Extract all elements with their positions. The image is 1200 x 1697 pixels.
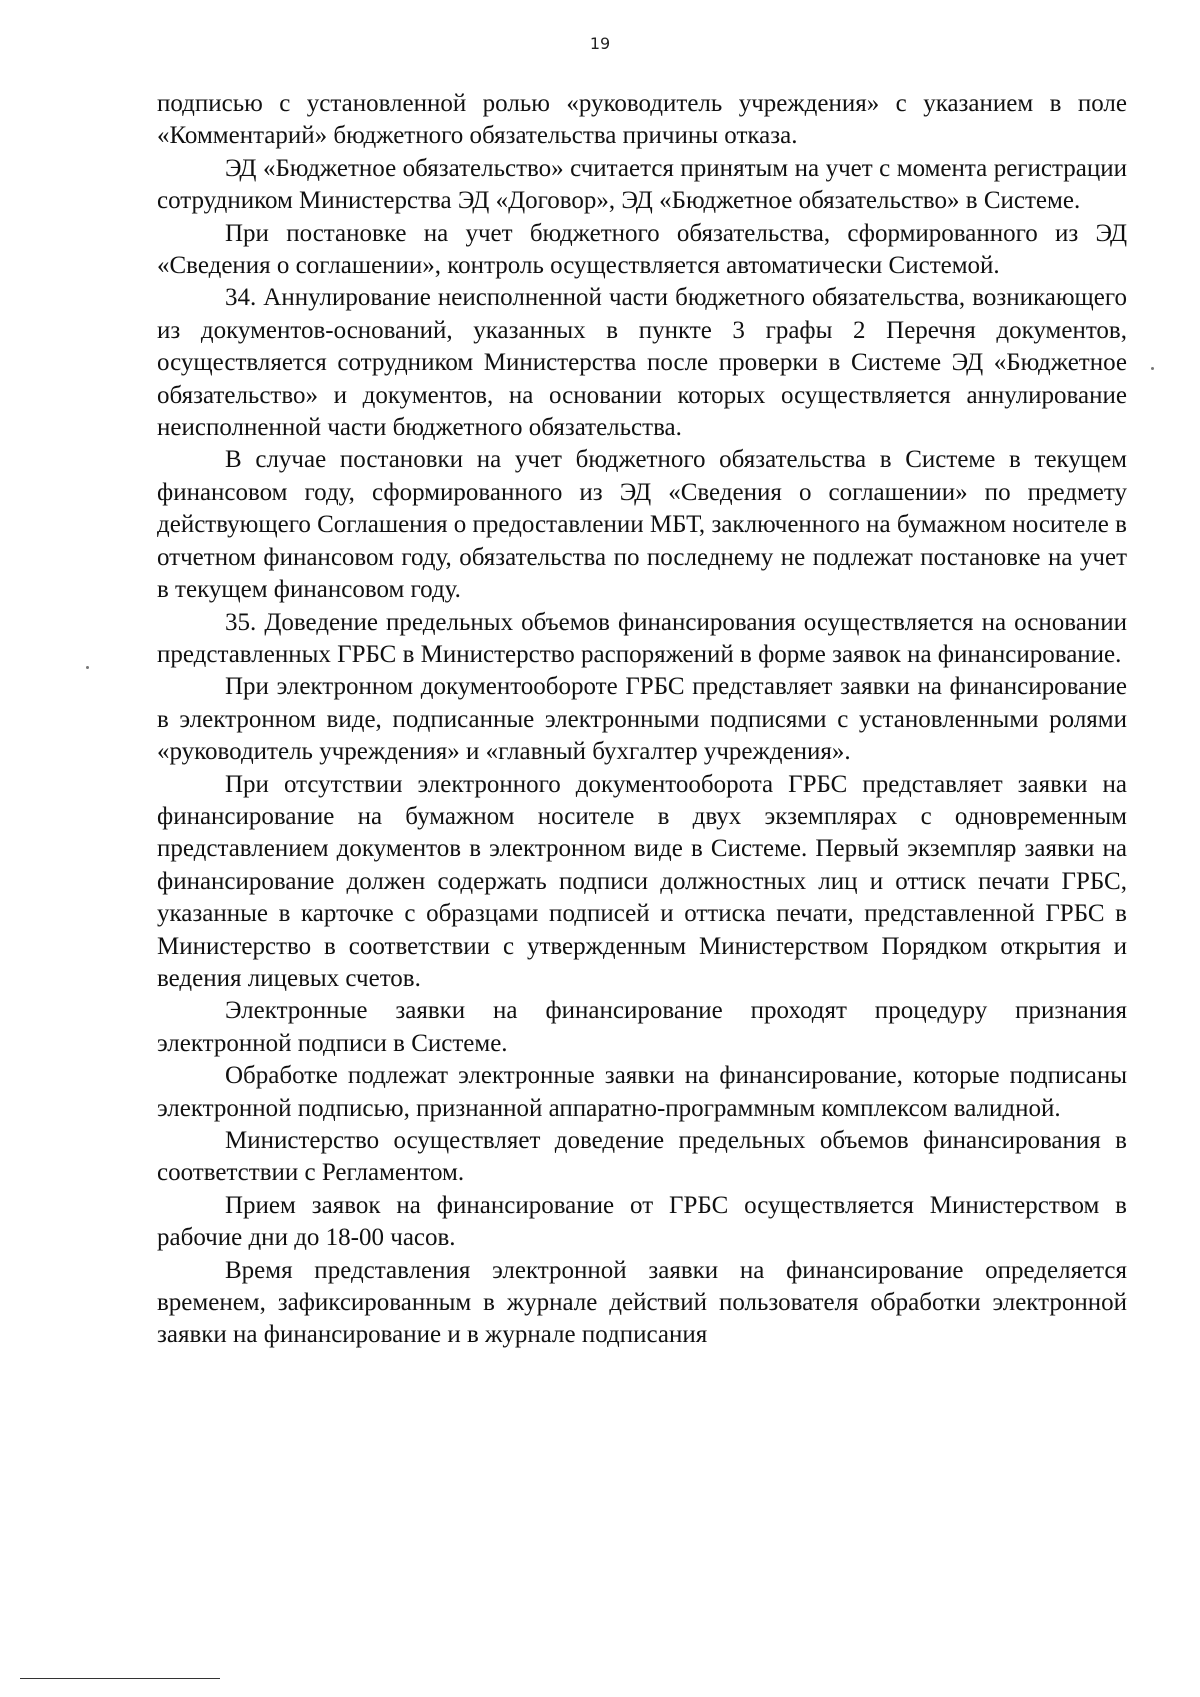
paragraph: Время представления электронной заявки на финансирование определяется временем, зафиксированным в журнале действий пользователя обработки электронной заявки на финансирование и в журнале подписания (157, 1256, 1127, 1349)
paragraph-item-35: 35. Доведение предельных объемов финансирования осуществляется на основании представленных ГРБС в Министерство распоряжений в форме заявок на финансирование. (157, 608, 1127, 668)
paragraph: Электронные заявки на финансирование проходят процедуру признания электронной подписи в Системе. (157, 997, 1127, 1057)
paragraph: При электронном документообороте ГРБС представляет заявки на финансирование в электронном виде, подписанные электронными подписями с установленными ролями «руководитель учреждения» и «главный бухгалтер учреждения». (157, 673, 1127, 766)
footnote-rule (20, 1678, 220, 1679)
document-body (157, 88, 1127, 1352)
paragraph: При отсутствии электронного документооборота ГРБС представляет заявки на финансирование на бумажном носителе в двух экземплярах с одновременным представлением документов в электронном виде в Системе. Первый экземпляр заявки на финансирование должен содержать подписи должностных лиц и оттиск печати ГРБС, указанные в карточке с образцами подписей и оттиска печати, представленной ГРБС в Министерство в соответствии с утвержденным Министерством Порядком открытия и ведения лицевых счетов. (157, 770, 1127, 992)
scan-speck (1151, 367, 1154, 370)
paragraph: Прием заявок на финансирование от ГРБС осуществляется Министерством в рабочие дни до 18-00 часов. (157, 1191, 1127, 1252)
scan-speck (86, 666, 89, 669)
paragraph-item-34: 34. Аннулирование неисполненной части бюджетного обязательства, возникающего из документов-оснований, указанных в пункте 3 графы 2 Перечня документов, осуществляется сотрудником Министерства после проверки в Системе ЭД «Бюджетное обязательство» и документов, на основании которых осуществляется аннулирование неисполненной части бюджетного обязательства. (157, 284, 1127, 442)
paragraph: Министерство осуществляет доведение предельных объемов финансирования в соответствии с Регламентом. (157, 1127, 1127, 1187)
paragraph: подписью с установленной ролью «руководитель учреждения» с указанием в поле «Комментарий» бюджетного обязательства причины отказа. (157, 90, 1127, 150)
page-number: 19 (589, 34, 611, 53)
paragraph: В случае постановки на учет бюджетного обязательства в Системе в текущем финансовом году, сформированного из ЭД «Сведения о соглашении» по предмету действующего Соглашения о предоставлении МБТ, заключенного на бумажном носителе в отчетном финансовом году, обязательства по последнему не подлежат постановке на учет в текущем финансовом году. (157, 446, 1127, 604)
paragraph: Обработке подлежат электронные заявки на финансирование, которые подписаны электронной подписью, признанной аппаратно-программным комплексом валидной. (157, 1062, 1127, 1122)
paragraph: ЭД «Бюджетное обязательство» считается принятым на учет с момента регистрации сотрудником Министерства ЭД «Договор», ЭД «Бюджетное обязательство» в Системе. (157, 154, 1127, 215)
paragraph: При постановке на учет бюджетного обязательства, сформированного из ЭД «Сведения о соглашении», контроль осуществляется автоматически Системой. (157, 219, 1127, 280)
